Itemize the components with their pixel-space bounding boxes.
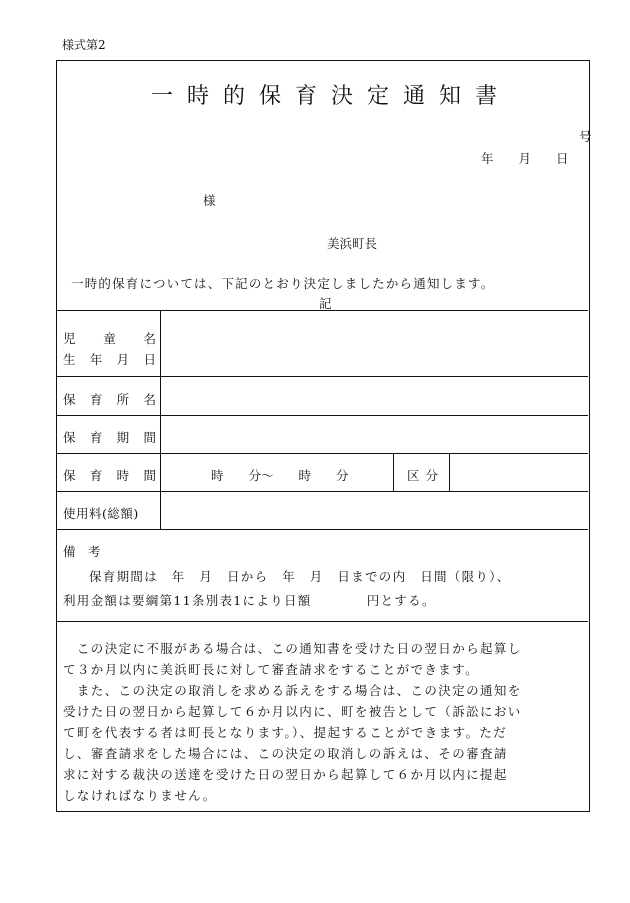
care-time-label: 保育時間: [63, 468, 156, 483]
date-field: 年 月 日: [481, 151, 569, 166]
care-time-value: 時 分～ 時 分: [211, 468, 349, 483]
notice-form: [56, 60, 590, 812]
nursery-name-label: 保育所名: [63, 392, 156, 407]
child-name-label: 児童名: [63, 331, 156, 346]
remarks-line-2: 利用金額は要綱第11条別表1により日額 円とする。: [63, 593, 436, 608]
category-divider-rule: [449, 453, 450, 491]
usage-fee-label: 使用料(総額): [63, 506, 139, 521]
time-divider-rule: [393, 453, 394, 491]
notice-line: 受けた日の翌日から起算して６か月以内に、町を被告として（訴訟におい: [63, 704, 522, 719]
form-number: 様式第2: [62, 38, 106, 52]
table-top-rule: [57, 310, 588, 311]
notice-line: しなければなりません。: [63, 788, 217, 803]
notice-line: て町を代表する者は町長となります。）、提起することができます。ただ: [63, 725, 508, 740]
care-period-label: 保育期間: [63, 430, 156, 445]
issuer-name: 美浜町長: [327, 236, 378, 251]
label-column-rule: [160, 310, 161, 529]
row-rule: [57, 376, 588, 377]
number-label: 号: [579, 129, 592, 144]
notice-line: また、この決定の取消しを求める訴えをする場合は、この決定の通知を: [63, 683, 522, 698]
appeal-notice: [63, 638, 522, 806]
row-rule: [57, 415, 588, 416]
row-rule: [57, 453, 588, 454]
category-label: 区分: [407, 468, 445, 483]
ki-label: 記: [319, 296, 332, 311]
recipient-suffix: 様: [203, 193, 216, 208]
notice-line: て３か月以内に美浜町長に対して審査請求をすることができます。: [63, 662, 480, 677]
birth-date-label: 生年月日: [63, 352, 156, 367]
remarks-label: 備 考: [63, 544, 101, 559]
remarks-bottom-rule: [57, 621, 588, 622]
intro-text: 一時的保育については、下記のとおり決定しましたから通知します。: [71, 276, 495, 291]
row-rule: [57, 491, 588, 492]
notice-line: 求に対する裁決の送達を受けた日の翌日から起算して６か月以内に提起: [63, 767, 508, 782]
document-title: 一時的保育決定通知書: [150, 84, 511, 109]
notice-line: この決定に不服がある場合は、この通知書を受けた日の翌日から起算し: [63, 641, 522, 656]
row-rule: [57, 529, 588, 530]
remarks-line-1: 保育期間は 年 月 日から 年 月 日までの内 日間（限り）、: [89, 569, 511, 584]
notice-line: し、審査請求をした場合には、この決定の取消しの訴えは、その審査請: [63, 746, 508, 761]
